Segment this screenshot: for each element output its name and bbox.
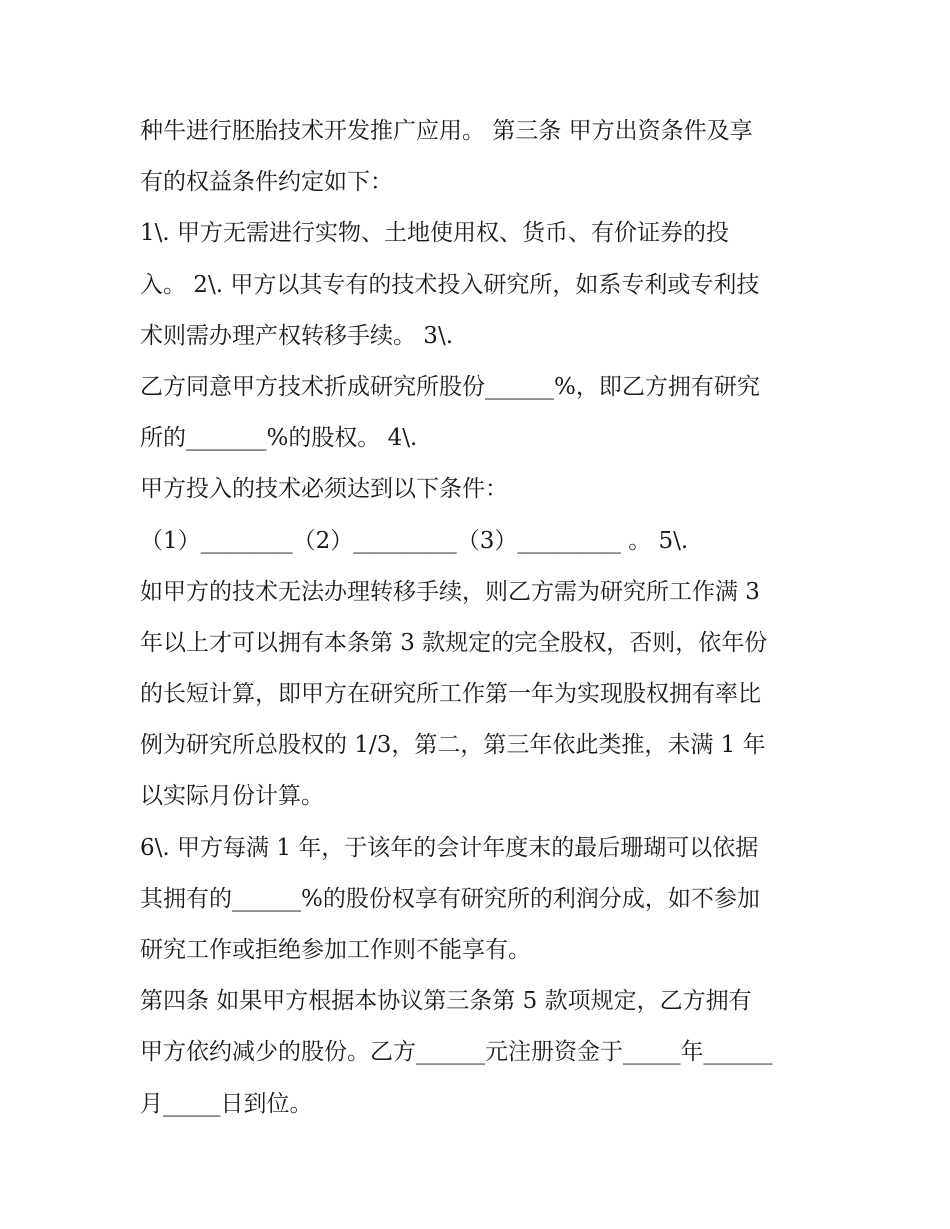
text-line: 有的权益条件约定如下：: [140, 169, 393, 196]
agreement-text: [140, 106, 820, 1130]
text-line: 1\. 甲方无需进行实物、土地使用权、货币、有价证券的投: [140, 220, 730, 247]
text-line: 以实际月份计算。: [140, 783, 324, 810]
text-line: 年以上才可以拥有本条第 3 款规定的完全股权，否则，依年份: [140, 629, 768, 656]
text-line: 甲方投入的技术必须达到以下条件：: [140, 476, 508, 503]
text-line: 种牛进行胚胎技术开发推广应用。 第三条 甲方出资条件及享: [140, 118, 753, 144]
text-line: 其拥有的______%的股份权享有研究所的利润分成，如不参加: [140, 885, 760, 912]
text-line: 第四条 如果甲方根据本协议第三条第 5 款项规定，乙方拥有: [140, 988, 752, 1015]
text-line: 研究工作或拒绝参加工作则不能享有。: [140, 937, 531, 963]
text-line: 月_____日到位。: [140, 1090, 313, 1117]
text-line: 例为研究所总股权的 1/3，第二，第三年依此类推，未满 1 年: [140, 732, 766, 759]
text-line: 乙方同意甲方技术折成研究所股份______%，即乙方拥有研究: [140, 373, 760, 400]
text-line: 甲方依约减少的股份。乙方______元注册资金于_____年______: [140, 1039, 773, 1066]
text-line: （1）________（2）_________（3）_________ 。 5\.: [140, 527, 689, 554]
text-line: 术则需办理产权转移手续。 3\.: [140, 322, 454, 349]
text-line: 所的_______%的股权。 4\.: [140, 425, 418, 452]
text-line: 入。 2\. 甲方以其专有的技术投入研究所，如系专利或专利技: [140, 271, 760, 298]
text-line: 6\. 甲方每满 1 年，于该年的会计年度末的最后珊瑚可以依据: [140, 834, 759, 861]
text-line: 如甲方的技术无法办理转移手续，则乙方需为研究所工作满 3: [140, 578, 760, 605]
text-line: 的长短计算，即甲方在研究所工作第一年为实现股权拥有率比: [140, 681, 761, 708]
